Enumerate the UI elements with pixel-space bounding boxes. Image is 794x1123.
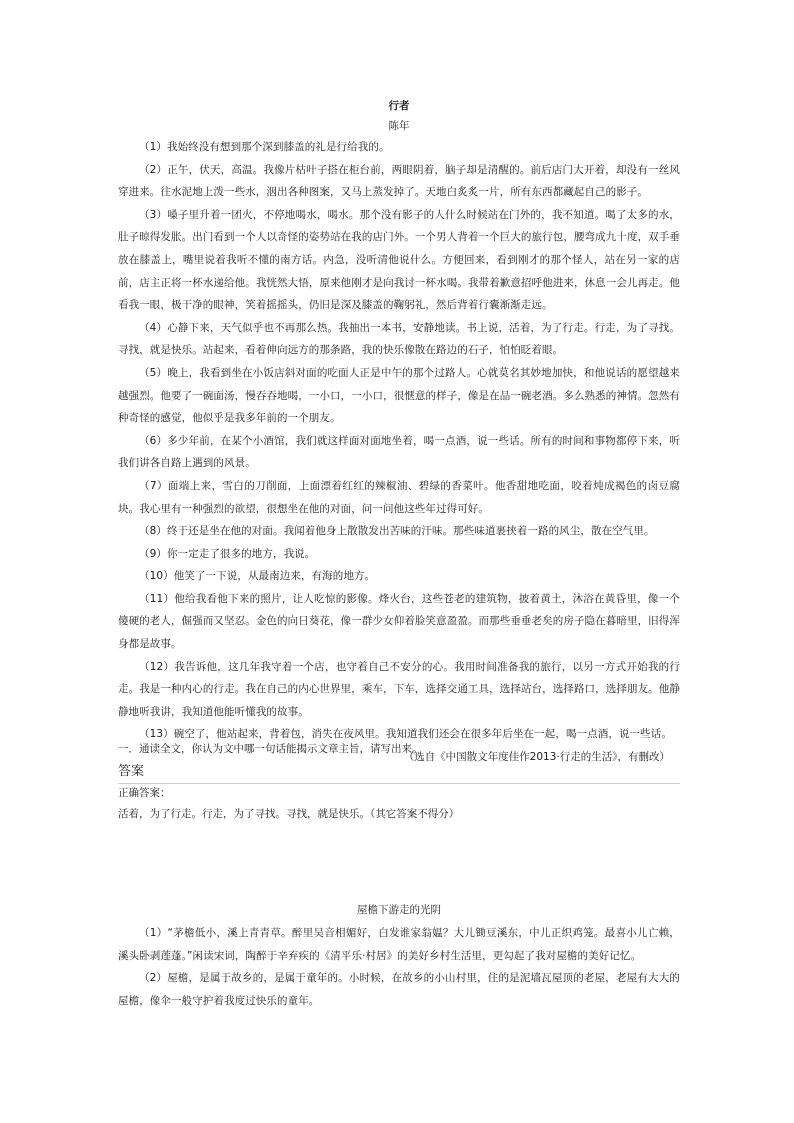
answer-heading: 答案 [118,762,680,784]
source-citation: （选自《中国散文年度佳作2013·行走的生活》，有删改） [403,751,670,764]
paragraph: （11）他给我看他下来的照片，让人吃惊的影像。烽火台，这些苍老的建筑物，披着黄土，沐浴在黄昏里，像一个傻硬的老人，倔强而又坚忍。金色的向日葵花，像一群少女仰着脸笑意盈盈。而那些垂垂老矣的房子隐在暮暗里，旧得浑身都是故事。 [118,592,680,651]
question-text: 一．通读全文，你认为文中哪一句话能揭示文章主旨，请写出来。 [118,743,423,755]
paragraph: （3）嗓子里升着一团火，不停地喝水，喝水。那个没有影子的人什么时候站在门外的，我不知道。喝了太多的水，肚子晾得发胀。出门看到一个人以奇怪的姿势站在我的店门外。一个男人背着一个巨大的旅行包，腰弯成九十度，双手垂放在膝盖上，嘴里说着我听不懂的南方话。内急，没听清他说什么。方便回来，看到刚才的那个怪人，站在另一家的店前，店主正将一杯水递给他。我恍然大悟，原来他刚才是向我讨一杯水喝。我带着歉意招呼他进来，休息一会儿再走。他看我一眼，极干净的眼神，笑着摇摇头，仍旧是深及膝盖的鞠躬礼，然后背着行囊渐渐走远。 [118,208,680,312]
paragraph: （13）碗空了，他站起来，背着包，消失在夜风里。我知道我们还会在很多年后坐在一起，喝一点酒，说一些话。 [139,728,672,741]
paragraph: （6）多少年前，在某个小酒馆，我们就这样面对面地坐着，喝一点酒，说一些话。所有的时间和事物都停下来，听我们讲各自路上遇到的风景。 [118,434,680,470]
essay-two [118,898,680,1012]
answer-text: 活着，为了行走。行走，为了寻找。寻找，就是快乐。（其它答案不得分） [118,808,460,820]
answer-label: 正确答案： [118,787,171,799]
paragraph: （5）晚上，我看到坐在小饭店斜对面的吃面人正是中午的那个过路人。心就莫名其妙地加快，和他说话的愿望越来越强烈。他要了一碗面汤，慢吞吞地喝，一小口，一小口，很惬意的样子，像是在品一碗老酒。多么熟悉的神情。忽然有种奇怪的感觉，他似乎是我多年前的一个朋友。 [118,366,680,425]
paragraph: （1）“茅檐低小，溪上青青草。醉里吴音相媚好，白发谁家翁媪？大儿锄豆溪东，中儿正织鸡笼。最喜小儿亡赖，溪头卧剥莲蓬。”闲读宋词，陶醉于辛弃疾的《清平乐·村居》的美好乡村生活里，更勾起了我对屋檐的美好记忆。 [118,927,680,962]
paragraph: （10）他笑了一下说，从最南边来，有海的地方。 [139,570,376,583]
paragraph: （2）正午，伏天，高温。我像片枯叶子搭在柜台前，两眼阴着，脑子却是清醒的。前后店门大开着，却没有一丝风穿进来。往水泥地上泼一些水，洇出各种图案，又马上蒸发掉了。天地白炙炙一片，所有东西都藏起自己的影子。 [118,163,680,199]
essay-title: 行者 [388,100,410,112]
paragraph: （4）心静下来，天气似乎也不再那么热。我抽出一本书，安静地读。书上说，活着，为了行走。行走，为了寻找。寻找，就是快乐。站起来，看着伸向远方的那条路，我的快乐像散在路边的石子，怕怕眨着眼。 [118,321,680,357]
essay-title: 屋檐下游走的光阴 [357,904,441,916]
paragraph: （2）屋檐，是属于故乡的，是属于童年的。小时候，在故乡的小山村里，住的是泥墙瓦屋顶的老屋，老屋有大大的屋檐，像伞一般守护着我度过快乐的童年。 [118,972,680,1007]
paragraph: （1）我始终没有想到那个深到膝盖的礼是行给我的。 [139,141,390,153]
paragraph: （7）面端上来，雪白的刀削面，上面漂着红红的辣椒油、碧绿的香菜叶。他香甜地吃面，咬着炖成褐色的卤豆腐块。我心里有一种强烈的欲望，很想坐在他的对面，问一问他这些年过得可好。 [118,479,680,515]
essay-one [118,96,680,768]
essay-author: 陈年 [388,120,410,132]
paragraph: （8）终于还是坐在他的对面。我闻着他身上散散发出苦味的汗味。那些味道裹挟着一路的风尘，散在空气里。 [139,525,655,538]
paragraph: （9）你一定走了很多的地方，我说。 [139,547,316,560]
paragraph: （12）我告诉他，这几年我守着一个店，也守着自己不安分的心。我用时间准备我的旅行，以另一方式开始我的行走。我是一种内心的行走。我在自己的内心世界里，乘车，下车，选择交通工具，选择站台，选择路口，选择朋友。他静静地听我讲，我知道他能听懂我的故事。 [118,660,680,718]
